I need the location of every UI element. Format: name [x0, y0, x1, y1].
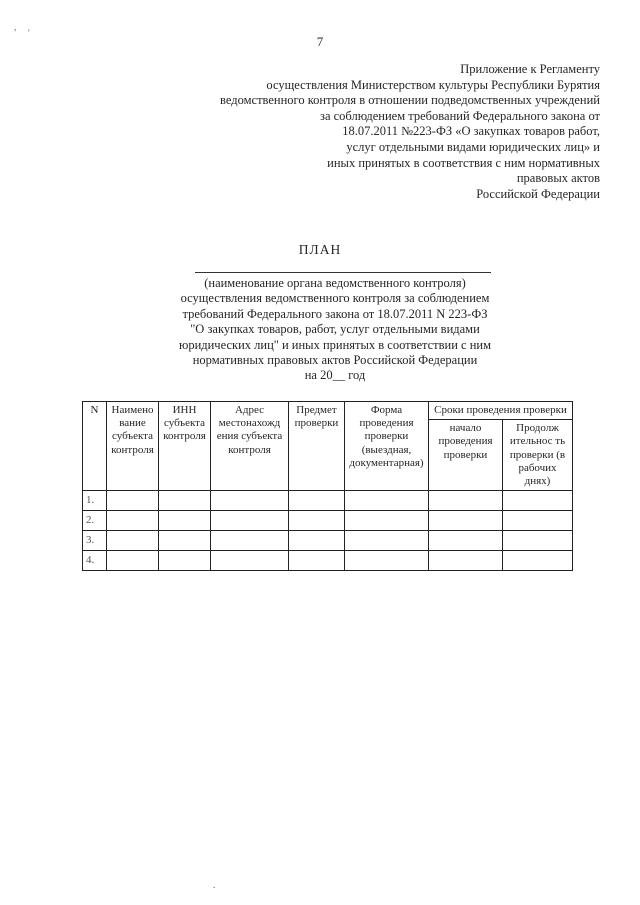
table-row: [83, 491, 573, 511]
table-cell: [211, 491, 289, 511]
appendix-line: 18.07.2011 №223-ФЗ «О закупках товаров работ,: [342, 124, 600, 139]
stray-mark: ': [28, 28, 30, 38]
table-cell: [159, 511, 211, 531]
table-cell: [159, 531, 211, 551]
stray-mark: ,: [14, 22, 17, 32]
table-cell: [211, 511, 289, 531]
table-cell: [289, 531, 345, 551]
table-cell: [107, 491, 159, 511]
plan-title: ПЛАН: [298, 242, 342, 257]
appendix-line: Российской Федерации: [476, 186, 600, 201]
table-row: [83, 531, 573, 551]
plan-line: осуществления ведомственного контроля за соблюдением: [180, 291, 490, 306]
plan-line: нормативных правовых актов Российской Федерации: [192, 353, 478, 368]
table-cell: [107, 531, 159, 551]
table-cell: [345, 491, 429, 511]
appendix-line: за соблюдением требований Федерального закона от: [320, 108, 600, 123]
plan-line: (наименование органа ведомственного контроля): [204, 276, 466, 290]
table-cell: [503, 531, 573, 551]
table-cell: [289, 511, 345, 531]
table-cell: [429, 491, 503, 511]
table-cell: [345, 551, 429, 571]
appendix-line: осуществления Министерством культуры Республики Бурятия: [266, 77, 600, 92]
appendix-block: [180, 62, 600, 202]
header-name: Наимено вание субъекта контроля: [107, 402, 159, 491]
table-cell: [503, 551, 573, 571]
header-form: Форма проведения проверки (выездная, документарная): [345, 402, 429, 491]
table-cell: [345, 511, 429, 531]
table-cell: [107, 511, 159, 531]
table-cell: [211, 551, 289, 571]
table-cell: [159, 551, 211, 571]
appendix-line: правовых актов: [516, 171, 600, 186]
appendix-line: услуг отдельными видами юридических лиц» и: [346, 139, 600, 154]
plan-line: требований Федерального закона от 18.07.2011 N 223-ФЗ: [182, 306, 488, 321]
appendix-line: Приложение к Регламенту: [460, 62, 600, 76]
blank-underline: [195, 272, 491, 273]
table-row: [83, 551, 573, 571]
table-cell: [429, 551, 503, 571]
header-subject: Предмет проверки: [289, 402, 345, 491]
plan-line: юридических лиц" и иных принятых в соответствии с ним: [178, 337, 492, 352]
table-cell: [289, 491, 345, 511]
table-cell: [503, 511, 573, 531]
header-duration: Продолж ительнос ть проверки (в рабочих днях): [503, 420, 573, 491]
table-cell: [289, 551, 345, 571]
header-start: начало проведения проверки: [429, 420, 503, 491]
table-cell: [429, 511, 503, 531]
plan-line: "О закупках товаров, работ, услуг отдельными видами: [190, 322, 480, 337]
table-cell: [107, 551, 159, 571]
appendix-line: ведомственного контроля в отношении подведомственных учреждений: [220, 93, 600, 108]
header-inn: ИНН субъекта контроля: [159, 402, 211, 491]
stray-mark: .: [213, 880, 216, 890]
table-row: [83, 511, 573, 531]
table-cell: [429, 531, 503, 551]
table-cell: [503, 491, 573, 511]
table-cell: [211, 531, 289, 551]
row-number: 4.: [83, 551, 107, 571]
page-number: 7: [316, 34, 324, 49]
table-cell: [345, 531, 429, 551]
row-number: 1.: [83, 491, 107, 511]
header-address: Адрес местонахожд ения субъекта контроля: [211, 402, 289, 491]
appendix-line: иных принятых в соответствия с ним нормативных: [327, 155, 600, 170]
plan-body: [150, 276, 520, 384]
header-num: N: [83, 402, 107, 491]
table-cell: [159, 491, 211, 511]
row-number: 3.: [83, 531, 107, 551]
row-number: 2.: [83, 511, 107, 531]
header-terms: Сроки проведения проверки: [429, 402, 573, 420]
plan-line: на 20__ год: [304, 368, 366, 383]
plan-table: [82, 401, 573, 571]
